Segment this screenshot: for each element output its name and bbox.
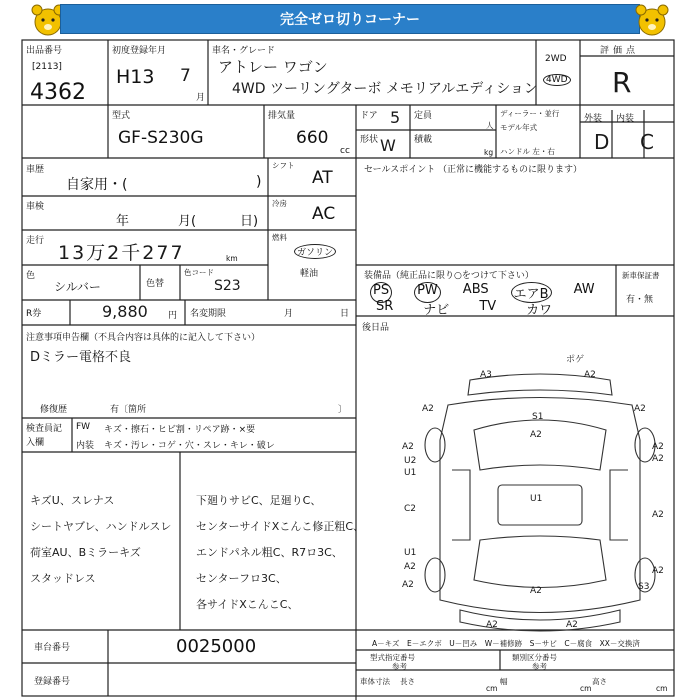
equip-pw: PW <box>414 282 441 303</box>
doors-label: ドア <box>360 111 378 121</box>
interior-label: 内装 <box>616 114 635 124</box>
interior-grade: C <box>640 130 654 154</box>
load-label: 積載 <box>414 135 433 145</box>
mileage-label: 走行 <box>26 236 45 246</box>
report-left-line: キズU、スレナス <box>30 494 115 507</box>
type-cert-label: 型式指定番号 <box>370 653 415 662</box>
exterior-label: 外装 <box>584 114 603 124</box>
displacement-label: 排気量 <box>268 111 296 121</box>
width-label: 幅 <box>500 677 508 686</box>
repair-value: 有〔箇所 <box>110 405 147 415</box>
report-left <box>30 488 171 592</box>
diagram-mark: C2 <box>404 504 417 514</box>
usage-close: ) <box>256 174 262 190</box>
capacity-label: 定員 <box>414 111 433 121</box>
color-value: シルバー <box>54 280 101 294</box>
equip-sr: SR <box>376 299 394 314</box>
first-reg-era: H13 <box>116 66 155 88</box>
bear-mascot-right-icon <box>632 2 672 38</box>
diagram-mark: U1 <box>530 494 543 504</box>
eval-score: R <box>612 66 632 99</box>
category-label: 類別区分番号 <box>512 653 557 662</box>
diagram-mark: A2 <box>402 580 414 590</box>
fw-label: FW <box>76 422 91 432</box>
color-code-value: S23 <box>214 278 241 294</box>
interior-items-label: 内装 <box>76 441 95 451</box>
mileage-value: 13万2千277 <box>58 242 185 264</box>
sales-point-label: セールスポイント （正常に機能するものに限ります） <box>364 165 583 175</box>
length-label: 長さ <box>400 677 415 686</box>
equip-ps: PS <box>370 282 392 303</box>
banner-title: 完全ゼロ切りコーナー <box>60 4 640 34</box>
report-right-line: エンドパネル粗C、R7ロ3C、 <box>196 546 343 559</box>
diagram-mark: U2 <box>404 456 417 466</box>
diagram-mark: S3 <box>638 582 650 592</box>
report-right-line: 各サイドXこんこC、 <box>196 598 299 611</box>
interior-items: キズ・汚レ・コゲ・穴・スレ・キレ・破レ <box>104 441 275 451</box>
repair-close: 〕 <box>338 405 348 415</box>
report-left-line: スタッドレス <box>30 572 96 585</box>
report-right-line: センターサイドXこんこ修正粗C、 <box>196 520 365 533</box>
equip-tv: TV <box>479 299 497 314</box>
ac-label: 冷房 <box>272 199 287 208</box>
car-grade: 4WD ツーリングターボ メモリアルエディション <box>232 81 538 97</box>
equip-aw: AW <box>573 282 595 297</box>
length-unit: cm <box>486 684 498 693</box>
lot-number: 4362 <box>30 80 86 105</box>
diagram-mark: A2 <box>486 620 498 630</box>
type-cert-ref: 参考 <box>392 662 407 671</box>
equip-navi: ナビ <box>423 303 450 318</box>
diagram-mark: A2 <box>530 430 542 440</box>
color-code-label: 色コード <box>184 268 214 277</box>
dealer-label: ディーラー・並行 <box>500 109 560 118</box>
recycle-label: R券 <box>26 309 42 319</box>
diagram-mark: U1 <box>404 468 417 478</box>
diagram-mark: A2 <box>652 454 664 464</box>
mileage-unit: km <box>226 254 238 263</box>
reg-expiry-day: 日 <box>340 309 350 319</box>
diagram-mark: A2 <box>652 566 664 576</box>
notes-label: 注意事項申告欄（不具合内容は具体的に記入して下さい） <box>26 333 261 343</box>
diagram-mark: A2 <box>404 562 416 572</box>
category-ref: 参考 <box>532 662 547 671</box>
first-reg-label: 初度登録年月 <box>112 46 167 56</box>
eval-label: 評価点 <box>600 46 640 56</box>
damage-legend: A－キズ E－エクボ U－凹み W－補修跡 S－サビ C－腐食 XX－交換済 <box>372 639 640 648</box>
car-name: アトレー ワゴン <box>218 58 328 76</box>
fw-items: キズ・擦石・ヒビ割・リペア跡・×要 <box>104 425 256 435</box>
fuel-diesel: 軽油 <box>300 269 319 279</box>
diagram-mark: A2 <box>652 510 664 520</box>
report-right-line: 下廻りサビC、足廻りC、 <box>196 494 322 507</box>
equip-abs: ABS <box>462 282 489 297</box>
name-grade-label: 車名・グレード <box>212 46 276 56</box>
diagram-mark: A2 <box>402 442 414 452</box>
repair-label: 修復歴 <box>40 405 68 415</box>
equip-label: 装備品（純正品に限り○をつけて下さい） <box>364 271 534 281</box>
diagram-mark: A2 <box>422 404 434 414</box>
diagram-mark: A2 <box>566 620 578 630</box>
model-label: 型式 <box>112 111 131 121</box>
height-unit: cm <box>656 684 668 693</box>
displacement-value: 660 <box>296 128 329 148</box>
height-label: 高さ <box>592 677 607 686</box>
diagram-mark: S1 <box>532 412 544 422</box>
diagram-mark: A3 <box>480 370 492 380</box>
model-year-label: モデル年式 <box>500 123 538 132</box>
usage-label: 車歴 <box>26 165 45 175</box>
model-value: GF-S230G <box>118 128 204 148</box>
shape-value: W <box>380 136 396 155</box>
inspector-label: 検査員記入欄 <box>26 424 63 448</box>
drive-2wd: 2WD <box>545 54 567 64</box>
inspection-day-unit: 日) <box>240 214 259 229</box>
load-unit: kg <box>484 148 494 157</box>
inspection-month-unit: 月( <box>178 214 197 229</box>
fuel-label: 燃料 <box>272 233 287 242</box>
report-right <box>196 488 364 618</box>
diagram-mark: A2 <box>530 586 542 596</box>
reg-expiry-month: 月 <box>284 309 294 319</box>
shift-value: AT <box>312 168 333 188</box>
diagram-mark: A2 <box>584 370 596 380</box>
back-seat-label: 後日品 <box>362 323 390 333</box>
shift-label: シフト <box>272 161 295 170</box>
reg-no-label: 登録番号 <box>34 677 71 687</box>
notes-text: Dミラー電格不良 <box>30 350 132 365</box>
month-unit: 月 <box>196 93 206 103</box>
equip-leather: カワ <box>526 303 553 318</box>
diagram-mark: ポゲ <box>566 355 585 365</box>
diagram-mark: A2 <box>634 404 646 414</box>
displacement-unit: cc <box>340 146 350 156</box>
doors-value: 5 <box>390 108 401 127</box>
exterior-grade: D <box>594 130 610 154</box>
shape-label: 形状 <box>360 135 379 145</box>
handle-label: ハンドル 左・右 <box>500 147 555 156</box>
chassis-label: 車台番号 <box>34 643 71 653</box>
inspection-label: 車検 <box>26 202 45 212</box>
lot-code: [2113] <box>32 62 62 72</box>
guarantee-value: 有・無 <box>626 295 654 305</box>
fuel-petrol-circled: ガソリン <box>294 244 336 259</box>
reg-expiry-label: 名変期限 <box>190 309 227 319</box>
diagram-mark: A2 <box>652 442 664 452</box>
usage-value: 自家用・( <box>66 177 128 193</box>
body-size-label: 車体寸法 <box>360 677 390 686</box>
capacity-unit: 人 <box>486 121 494 130</box>
color-swap-label: 色替 <box>146 279 165 289</box>
report-right-line: センターフロ3C、 <box>196 572 287 585</box>
report-left-line: シートヤブレ、ハンドルスレ <box>30 520 172 533</box>
recycle-amount: 9,880 <box>102 302 148 321</box>
guarantee-label: 新車保証書 <box>622 271 660 280</box>
drive-4wd-circled: 4WD <box>543 74 571 86</box>
color-label: 色 <box>26 271 36 281</box>
equip-row-2 <box>376 299 552 318</box>
chassis-number: 0025000 <box>176 636 257 657</box>
report-left-line: 荷室AU、Bミラーキズ <box>30 546 141 559</box>
recycle-unit: 円 <box>168 311 178 321</box>
diagram-mark: U1 <box>404 548 417 558</box>
lot-label: 出品番号 <box>26 46 63 56</box>
first-reg-month: 7 <box>180 66 191 86</box>
width-unit: cm <box>580 684 592 693</box>
inspection-year-unit: 年 <box>116 214 130 229</box>
equip-airbag: エアB <box>511 282 552 303</box>
ac-value: AC <box>312 204 336 224</box>
